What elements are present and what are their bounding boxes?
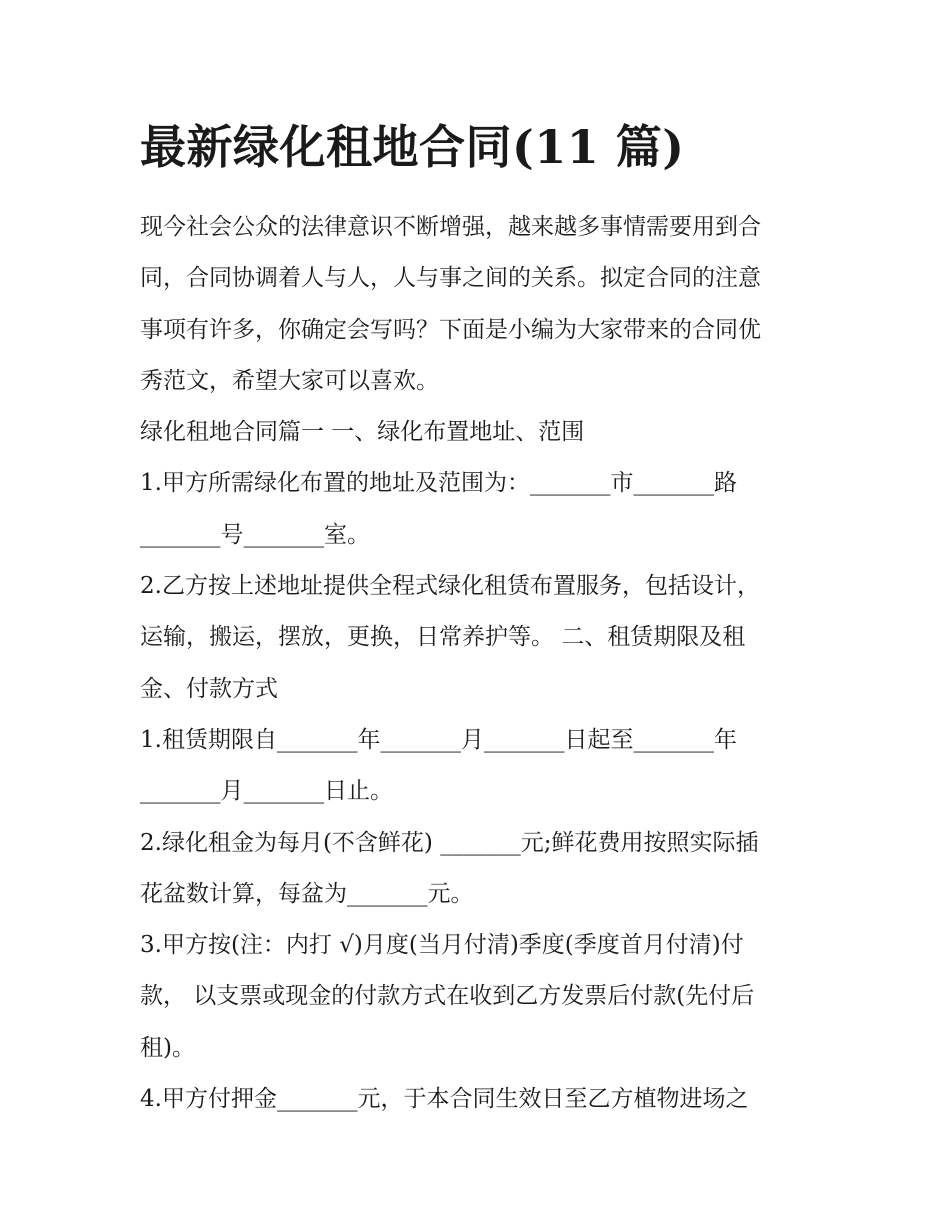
section-heading: 绿化租地合同篇一 一、绿化布置地址、范围 (140, 419, 585, 446)
clause-line: _______月_______日止。 (140, 778, 393, 805)
clause-line: 款， 以支票或现金的付款方式在收到乙方发票后付款(先付后 (140, 983, 755, 1010)
document-body (140, 202, 820, 1125)
clause-line: 花盆数计算，每盆为_______元。 (140, 880, 474, 907)
clause-line: _______号_______室。 (140, 521, 370, 548)
clause-line: 金、付款方式 (140, 675, 278, 702)
clause-line: 4.甲方付押金_______元，于本合同生效日至乙方植物进场之 (140, 1086, 749, 1113)
clause-line: 租)。 (140, 1034, 195, 1061)
clause-line: 2.绿化租金为每月(不含鲜花) _______元;鲜花费用按照实际插 (140, 829, 759, 856)
document-title: 最新绿化租地合同(11 篇) (140, 120, 685, 174)
text-line: 秀范文，希望大家可以喜欢。 (140, 367, 439, 394)
clause-line: 运输，搬运，摆放，更换，日常养护等。 二、租赁期限及租 (140, 624, 746, 651)
clause-line: 3.甲方按(注：内打 √)月度(当月付清)季度(季度首月付清)付 (140, 932, 744, 959)
clause-line: 1.租赁期限自_______年_______月_______日起至_______年 (140, 726, 737, 753)
clause-line: 1.甲方所需绿化布置的地址及范围为：_______市_______路 (140, 470, 737, 497)
clause-line: 2.乙方按上述地址提供全程式绿化租赁布置服务，包括设计， (140, 573, 760, 600)
document-page (140, 112, 820, 1125)
text-line: 同，合同协调着人与人，人与事之间的关系。拟定合同的注意 (140, 265, 761, 292)
text-line: 现今社会公众的法律意识不断增强，越来越多事情需要用到合 (140, 214, 761, 240)
text-line: 事项有许多，你确定会写吗？下面是小编为大家带来的合同优 (140, 316, 761, 343)
